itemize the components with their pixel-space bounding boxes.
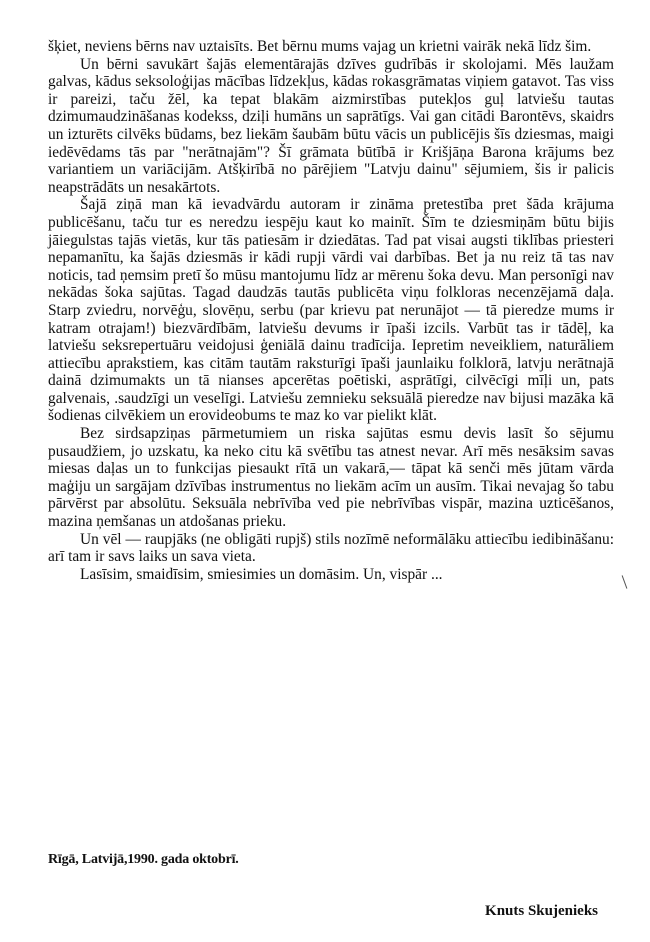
paragraph-6: Lasīsim, smaidīsim, smiesimies un domāsim. Un, vispār ...: [80, 565, 443, 583]
paragraph-3: Šajā ziņā man kā ievadvārdu autoram ir zināma pretestība pret šāda krājuma publicēšanu, taču tur es neredzu iespēju kaut ko mainīt. Šīm te dziesmiņām būtu bijis jāiegulstas tajās vietās, kur tās patiesām ir dziedātas. Tad pat visai augsti tiklības priesteri nepamanītu, ka šajās dziesmās ir kādi rupji vārdi vai darbības. Bet ja nu reiz tā tas nav noticis, tad ņemsim pretī šo mūsu mantojumu līdz ar mērenu šoka devu. Man personīgi nav nekādas šoka sajūtas. Tagad daudzās tautās publicēta viņu folkloras necenzējamā daļa. Starp zviedru, norvēģu, slovēņu, serbu (par krievu pat nerunājot — tā pieredze mums ir katram otrajam!) biezvārdībām, latviešu devums ir īpaši izcils. Varbūt tas ir tādēļ, ka latviešu seksrepertuāru veidojusi ģeniālā dainu tradīcija. Iepretim neveikliem, naturāliem attiecību aprakstiem, kas citām tautām raksturīgi īpaši jaunlaiku folklorā, latvju nerātnajā dainā dzimumakts un tā nianses apcerētas poētiski, asprātīgi, cilvēcīgi mīļi un, pats galvenais, .saudzīgi un veselīgi. Latviešu zemnieku seksuālā pieredze nav bijusi mazāka kā šodienas cilvēkiem un erovideobums te maz ko var pielikt klāt.: [48, 196, 614, 425]
paragraph-5: Un vēl — raupjāks (ne obligāti rupjš) stils nozīmē neformālāku attiecību iedibināšanu: arī tam ir savs laiks un sava vieta.: [48, 530, 614, 566]
margin-mark: [622, 575, 628, 588]
article-body: [48, 38, 614, 583]
author-signature: Knuts Skujenieks: [485, 903, 598, 919]
paragraph-2: Un bērni savukārt šajās elementārajās dzīves gudrībās ir skolojami. Mēs laužam galvas, kādus seksoloģijas mācības līdzekļus, kādas rokasgrāmatas viņiem gatavot. Tas viss ir pareizi, taču žēl, ka tepat blakām aizmirstības putekļos guļ latviešu tautas dzimumaudzināšanas kodekss, dziļi humāns un saprātīgs. Vai gan citādi Barontēvs, skaidrs un izturēts cilvēks būdams, bez liekām šaubām būtu vācis un publicējis šīs dziesmas, maigi iedēvēdams tās par "nerātnajām"? Šī grāmata būtībā ir Krišjāņa Barona krājums bez variantiem un variācijām. Atšķirībā no pārējiem "Latvju dainu" sējumiem, šis ir palicis neapstrādāts un nesakārtots.: [48, 55, 614, 196]
paragraph-4: Bez sirdsapziņas pārmetumiem un riska sajūtas esmu devis lasīt šo sējumu pusaudžiem, jo uzskatu, ka neko citu kā svētību tas atnest nevar. Arī mēs nesāksim savas miesas daļas un to funkcijas piesaukt rītā un vakarā,— tāpat kā senči mēs jūtam vārda maģiju un sargājam dzīvības instrumentus no liekām acīm un ausīm. Tikai nevajag šo tabu pārvērst par absolūtu. Seksuāla nebrīvība ved pie nebrīvības vispār, mazina uzticēšanos, mazina ņemšanas un atdošanas prieku.: [48, 425, 614, 531]
paragraph-1: šķiet, neviens bērns nav uztaisīts. Bet bērnu mums vajag un krietni vairāk nekā līdz šim.: [48, 38, 592, 55]
place-date: Rīgā, Latvijā,1990. gada oktobrī.: [48, 852, 239, 867]
